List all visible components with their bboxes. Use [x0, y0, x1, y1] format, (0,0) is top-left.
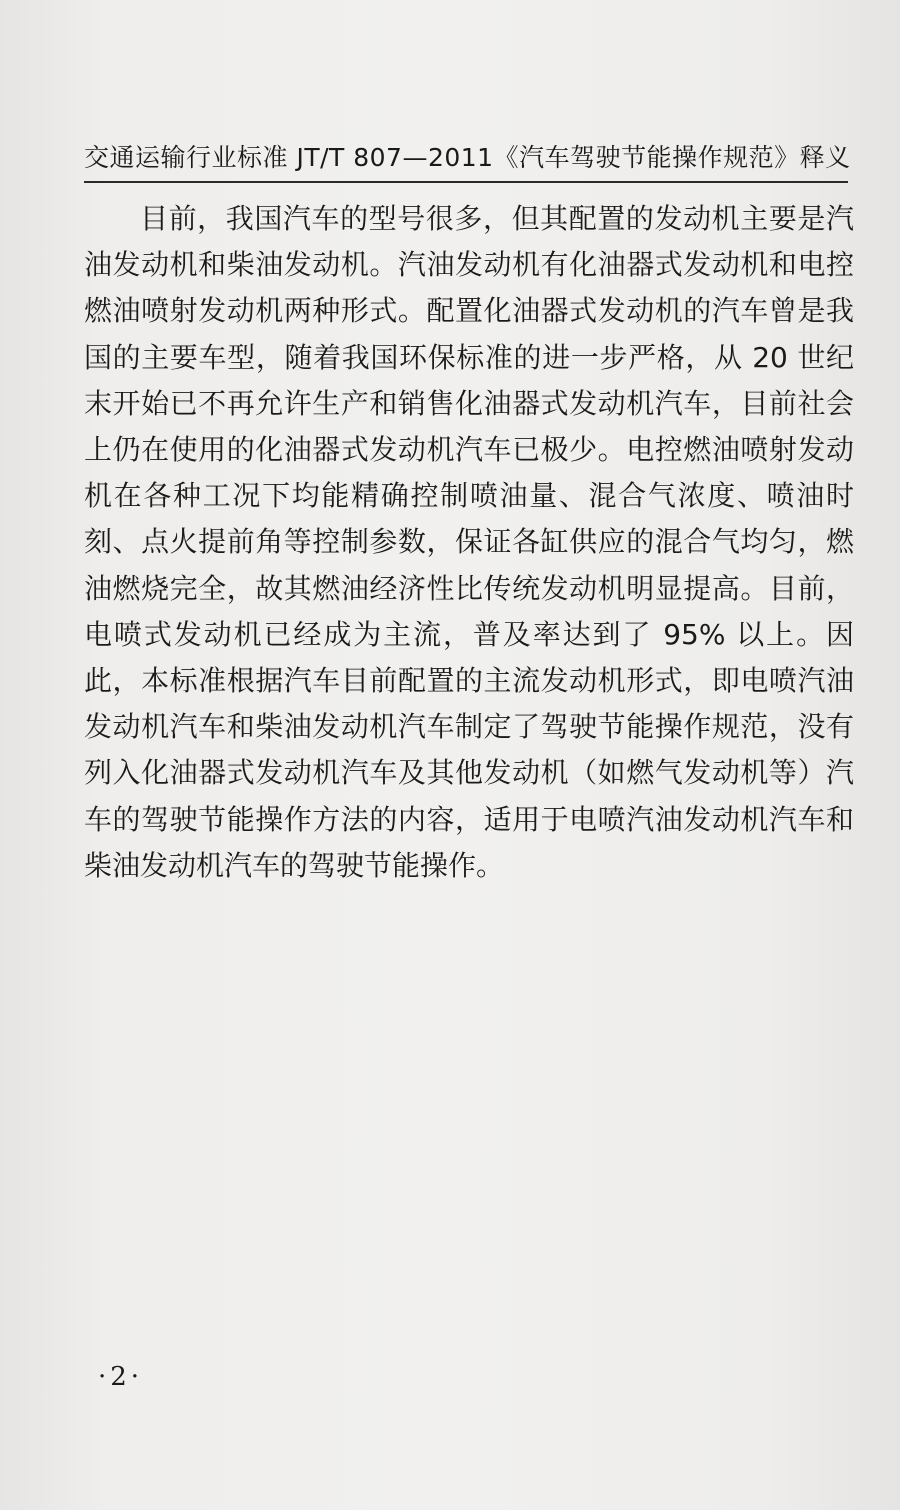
header-rule [84, 181, 848, 183]
page-number: ·2· [98, 1362, 144, 1392]
running-head-title: 交通运输行业标准 JT/T 807—2011《汽车驾驶节能操作规范》释义 [84, 143, 851, 172]
body-paragraph: 目前，我国汽车的型号很多，但其配置的发动机主要是汽油发动机和柴油发动机。汽油发动机有化油器式发动机和电控燃油喷射发动机两种形式。配置化油器式发动机的汽车曾是我国的主要车型，随着我国环保标准的进一步严格，从 20 世纪末开始已不再允许生产和销售化油器式发动机汽车，目前社会上仍在使用的化油器式发动机汽车已极少。电控燃油喷射发动机在各种工况下均能精确控制喷油量、混合气浓度、喷油时刻、点火提前角等控制参数，保证各缸供应的混合气均匀，燃油燃烧完全，故其燃油经济性比传统发动机明显提高。目前，电喷式发动机已经成为主流，普及率达到了 95% 以上。因此，本标准根据汽车目前配置的主流发动机形式，即电喷汽油发动机汽车和柴油发动机汽车制定了驾驶节能操作规范，没有列入化油器式发动机汽车及其他发动机（如燃气发动机等）汽车的驾驶节能操作方法的内容，适用于电喷汽油发动机汽车和柴油发动机汽车的驾驶节能操作。 [84, 202, 854, 882]
